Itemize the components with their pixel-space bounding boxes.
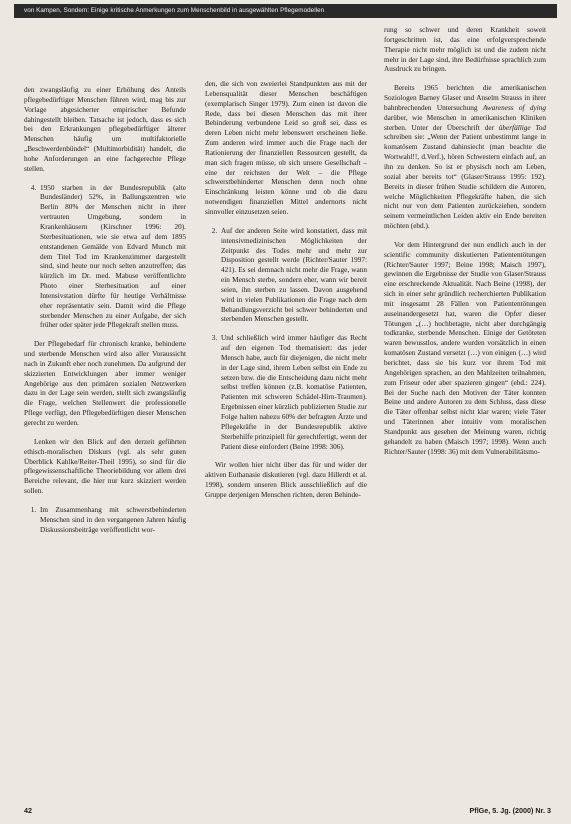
running-header: von Kampen, Sondem: Einige kritische Anmerkungen zum Menschenbild in ausgewählten Pflegemodellen bbox=[14, 4, 557, 18]
list-item-1: 1. Im Zusammenhang mit schwerstbehinderten Menschen sind in den vergangenen Jahren häufig Diskussionsbeiträge veröffentlicht wor- bbox=[38, 506, 186, 536]
page-number: 42 bbox=[24, 806, 32, 815]
text-span: schreiben sie: „Wenn der Patient unbestimmt lange in komatösem Zustand dahinsiecht (man beachte die Wortwahl!!, d.Verf.), hören Schwestern einfach auf, an ihn zu denken. So ist er physisch noch am Leben, sozial aber bereits tot“ (Glaser/Strauss 1995: 192). Bereits in dieser frühen Studie schildern die Autoren, welche Möglichkeiten Pflegekräfte haben, die sich nicht nur von dem Patienten zurückziehen, sondern seinem vermeintlichen Leiden aktiv ein Ende bereiten möchten (ebd.). bbox=[384, 133, 546, 231]
column-3 bbox=[384, 26, 546, 730]
numbered-list bbox=[24, 184, 186, 332]
journal-citation: PflGe, 5. Jg. (2000) Nr. 3 bbox=[469, 806, 551, 815]
column-2 bbox=[205, 80, 367, 784]
paragraph: rung so schwer und deren Krankheit soweit fortgeschritten ist, das eine erfolgversprechende Therapie nicht mehr möglich ist und die zudem nicht mehr in der Lage sind, ihre Bedürfnisse sprachlich zum Ausdruck zu bringen. bbox=[384, 26, 546, 74]
column-1 bbox=[24, 86, 186, 790]
numbered-list bbox=[205, 227, 367, 453]
paragraph: Vor dem Hintergrund der nun endlich auch in der scientific community diskutierten Patiententötungen (Richter/Sauter 1997; Beine 1998; Maisch 1997), gewinnen die Ergebnisse der Studie von Glaser/Strauss eine erschreckende Aktualität. Nach Beine (1998), der sich in einer sehr gründlich recherchierten Publikation mit insgesamt 28 Fällen von Patiententötungen auseinandergesetzt hat, waren die Opfer dieser Tötungen „(…) hochbetagte, nicht aber durchgängig todkranke, sterbende Menschen. Einige der Getöteten waren bewusstlos, andere wurden vorsätzlich in einen komatösen Zustand versetzt (…) von einigen (…) wird berichtet, dass sie bis kurz vor ihrem Tod mit Angehörigen sprachen, an den Mahlzeiten teilnahmen, zum Friseur oder aber spazieren gingen“ (ebd.: 224). Bei der Suche nach den Motiven der Täter konnten Beine und andere Autoren zu dem Schluss, dass diese die Täter offenbar selbst nicht klar waren; viele Täter und Täterinnen aber intuitiv vom moralischen Standpunkt aus gesehen der Meinung waren, richtig gehandelt zu haben (Maisch 1997; 1998). Wenn auch Richter/Sauter (1998: 36) mit dem Vulnerabilitätsmo- bbox=[384, 240, 546, 456]
list-item-2: 2. Auf der anderen Seite wird konstatiert, dass mit intensivmedizinischen Möglichkeiten der Zeitpunkt des Todes mehr und mehr zur Disposition gestellt werde (Richter/Sauter 1997: 421). Es sei demnach nicht mehr die Frage, wann ein Mensch sterbe, sondern eher, wann wir bereit seien, ihn sterben zu lassen. Davon ausgehend wird in vielen Publikationen die Frage nach dem Behandlungsverzicht bei schwer behinderten und sterbenden Menschen gestellt. bbox=[219, 227, 367, 325]
paragraph: Wir wollen hier nicht über das für und wider der aktiven Euthanasie diskutieren (vgl. dazu Hillerdt et al. 1998), sondern unseren Blick ausschließlich auf die Gruppe derjenigen Menschen richten, deren Behinde- bbox=[205, 461, 367, 499]
paragraph: den zwangsläufig zu einer Erhöhung des Anteils pflegebedürftiger Menschen führen wird, mag bis zur Vorlage abgesicherter empirischer Befunde dahingestellt bleiben. Tatsache ist jedoch, dass es sich bei den Erkrankungen pflegebedürftiger älterer Menschen häufig um multifaktorielle „Beschwerdenbündel“ (Multimorbidität) handelt, die hohe Anforderungen an eine fachgerechte Pflege stellen. bbox=[24, 86, 186, 173]
paragraph: Lenken wir den Blick auf den derzeit geführten ethisch-moralischen Diskurs (vgl. als sehr guten Überblick Kahlke/Reiter-Theil 1995), so sind für die pflegewissenschaftliche Theoriebildung vor allem drei Bereiche relevant, die hier nur kurz skizziert werden sollen. bbox=[24, 437, 186, 496]
text-columns bbox=[24, 24, 551, 796]
list-item-4: 4. 1950 starben in der Bundesrepublik (alte Bundesländer) 52%, in Ballungszentren wie Berlin 80% der Menschen nicht in ihrer vertrauten Umgebung, sondern in Krankenhäusern (Kirschner 1996: 20). Sterbesituationen, wie sie etwa auf dem 1895 entstandenen Gemälde von Edvard Munch mit dem Titel Tod im Krankenzimmer dargestellt sind, sind heute nur noch selten anzutreffen; das kürzlich im Dr. med. Mabuse veröffentlichte Photo einer Sterbesituation auf einer Intensivstation dürfte für heutige Verhältnisse eher repräsentativ sein. Damit wird die Pflege sterbender Menschen zu einer Aufgabe, der sich früher oder später jede Pflegekraft stellen muss. bbox=[38, 184, 186, 332]
list-item-3: 3. Und schließlich wird immer häufiger das Recht auf den eigenen Tod thematisiert: das jeder Mensch habe, auch für diejenigen, die nicht mehr in der Lage sind, ihrem Leben selbst ein Ende zu setzen bzw. die die Entscheidung dazu nicht mehr selbst treffen können (z.B. komatöse Patienten, Patienten mit schweren Schädel-Hirn-Traumen). Ergebnissen einer kürzlich publizierten Studie zur Folge halten nahezu 60% der befragten Ärzte und Pflegekräfte in der Bundesrepublik aktive Sterbehilfe prinzipiell für gerechtfertigt, wenn der Patient diese einfordert (Beine 1998: 306). bbox=[219, 334, 367, 452]
paragraph: Der Pflegebedarf für chronisch kranke, behinderte und sterbende Menschen wird also aller Voraussicht nach in Zukunft eher noch zunehmen. Da aufgrund der skizzierten Entwicklungen aber immer weniger Angehörige aus den primären sozialen Netzwerken dazu in der Lage sein werden, stellt sich zwangsläufig die Frage, welchen Stellenwert die professionelle Pflege verfügt, den Pflegebedürftigen dieser Menschen gerecht zu werden. bbox=[24, 340, 186, 427]
text-span: Bereits 1965 berichten die amerikanischen Soziologen Barney Glaser und Anselm Strauss in ihrer bahnbrechenden Untersuchung bbox=[384, 84, 546, 112]
paragraph bbox=[384, 84, 546, 232]
numbered-list bbox=[24, 506, 186, 536]
book-title: Awareness of dying bbox=[482, 103, 546, 112]
text-span: darüber, wie Menschen in amerikanischen Kliniken sterben. Unter der Überschrift der bbox=[384, 113, 546, 132]
paragraph: den, die sich von zweierlei Standpunkten aus mit der Lebensqualität dieser Menschen beschäftigen (exemplarisch Singer 1979). Zum einen ist davon die Rede, dass bei diesen Menschen das mit ihrer Behinderung verbundene Leid so groß sei, dass es deren Leben nicht mehr lebenswert erscheinen ließe. Zum anderen wird immer auch die Frage nach der Rationierung der finanziellen Ressourcen gestellt, da man sich fragen müsse, ob sich unsere Gesellschaft – eine der reichsten der Welt – die Pflege schwerstbehinderter Menschen denn noch ohne Einschränkung leisten könne und ob die dazu notwendigen finanziellen Mittel andernorts nicht sinnvoller einzusetzen seien. bbox=[205, 80, 367, 216]
page-footer bbox=[24, 806, 551, 818]
section-title: überfällige Tod bbox=[498, 123, 546, 132]
